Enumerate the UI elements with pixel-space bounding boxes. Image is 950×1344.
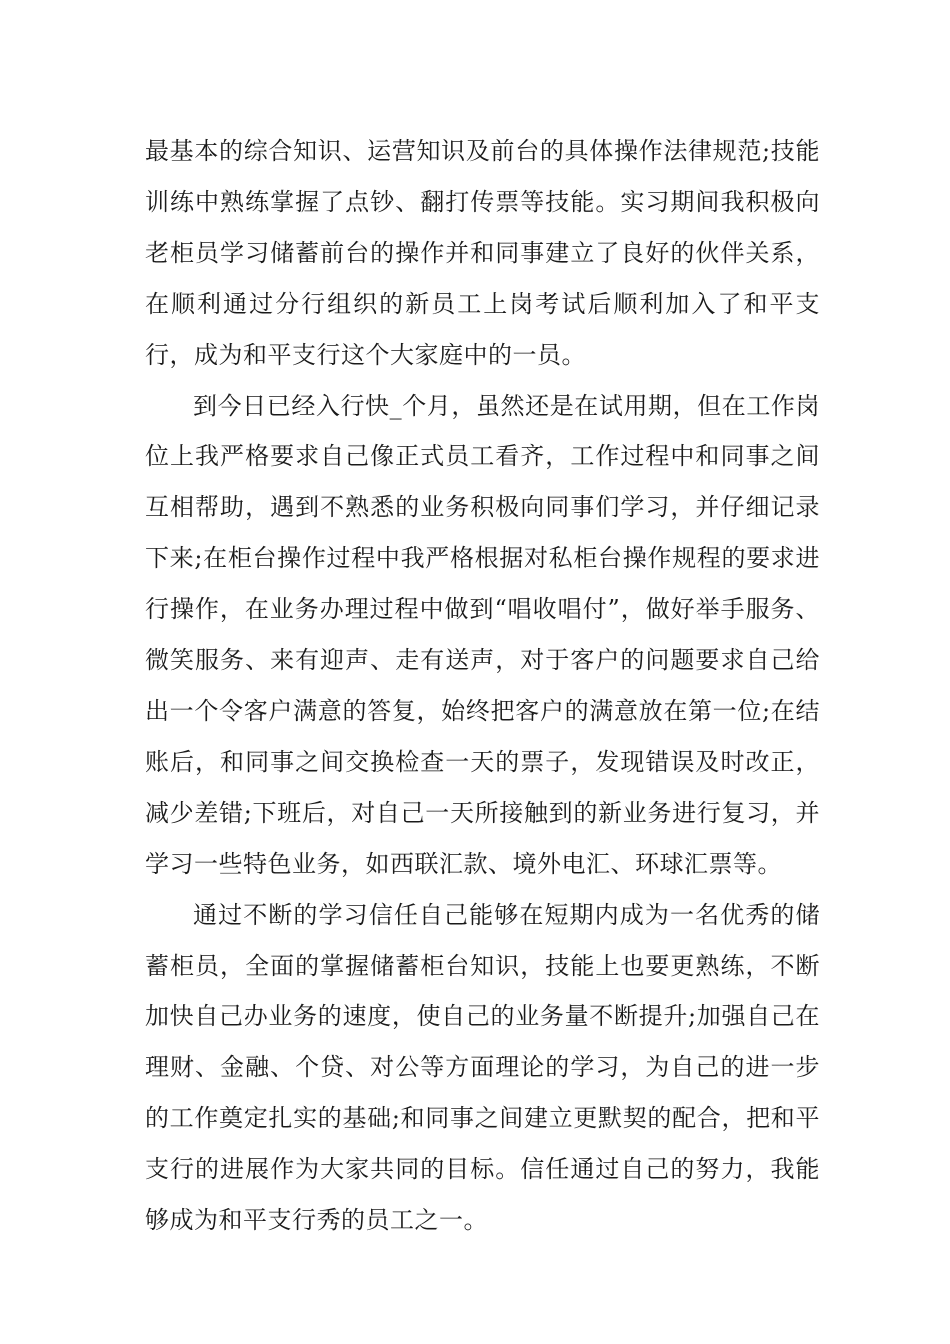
paragraph-continued: 最基本的综合知识、运营知识及前台的具体操作法律规范;技能训练中熟练掌握了点钞、翻打传票等技能。实习期间我积极向老柜员学习储蓄前台的操作并和同事建立了良好的伙伴关系，在顺利通过分行组织的新员工上岗考试后顺利加入了和平支行，成为和平支行这个大家庭中的一员。 xyxy=(145,137,820,369)
document-body xyxy=(145,126,820,1246)
paragraph-future-goals: 通过不断的学习信任自己能够在短期内成为一名优秀的储蓄柜员，全面的掌握储蓄柜台知识，技能上也要更熟练，不断加快自己办业务的速度，使自己的业务量不断提升;加强自己在理财、金融、个贷、对公等方面理论的学习，为自己的进一步的工作奠定扎实的基础;和同事之间建立更默契的配合，把和平支行的进展作为大家共同的目标。信任通过自己的努力，我能够成为和平支行秀的员工之一。 xyxy=(145,900,820,1235)
paragraph-probation-work: 到今日已经入行快_个月，虽然还是在试用期，但在工作岗位上我严格要求自己像正式员工看齐，工作过程中和同事之间互相帮助，遇到不熟悉的业务积极向同事们学习，并仔细记录下来;在柜台操作过程中我严格根据对私柜台操作规程的要求进行操作，在业务办理过程中做到“唱收唱付”，做好举手服务、微笑服务、来有迎声、走有送声，对于客户的问题要求自己给出一个令客户满意的答复，始终把客户的满意放在第一位;在结账后，和同事之间交换检查一天的票子，发现错误及时改正，减少差错;下班后，对自己一天所接触到的新业务进行复习，并学习一些特色业务，如西联汇款、境外电汇、环球汇票等。 xyxy=(145,391,820,878)
